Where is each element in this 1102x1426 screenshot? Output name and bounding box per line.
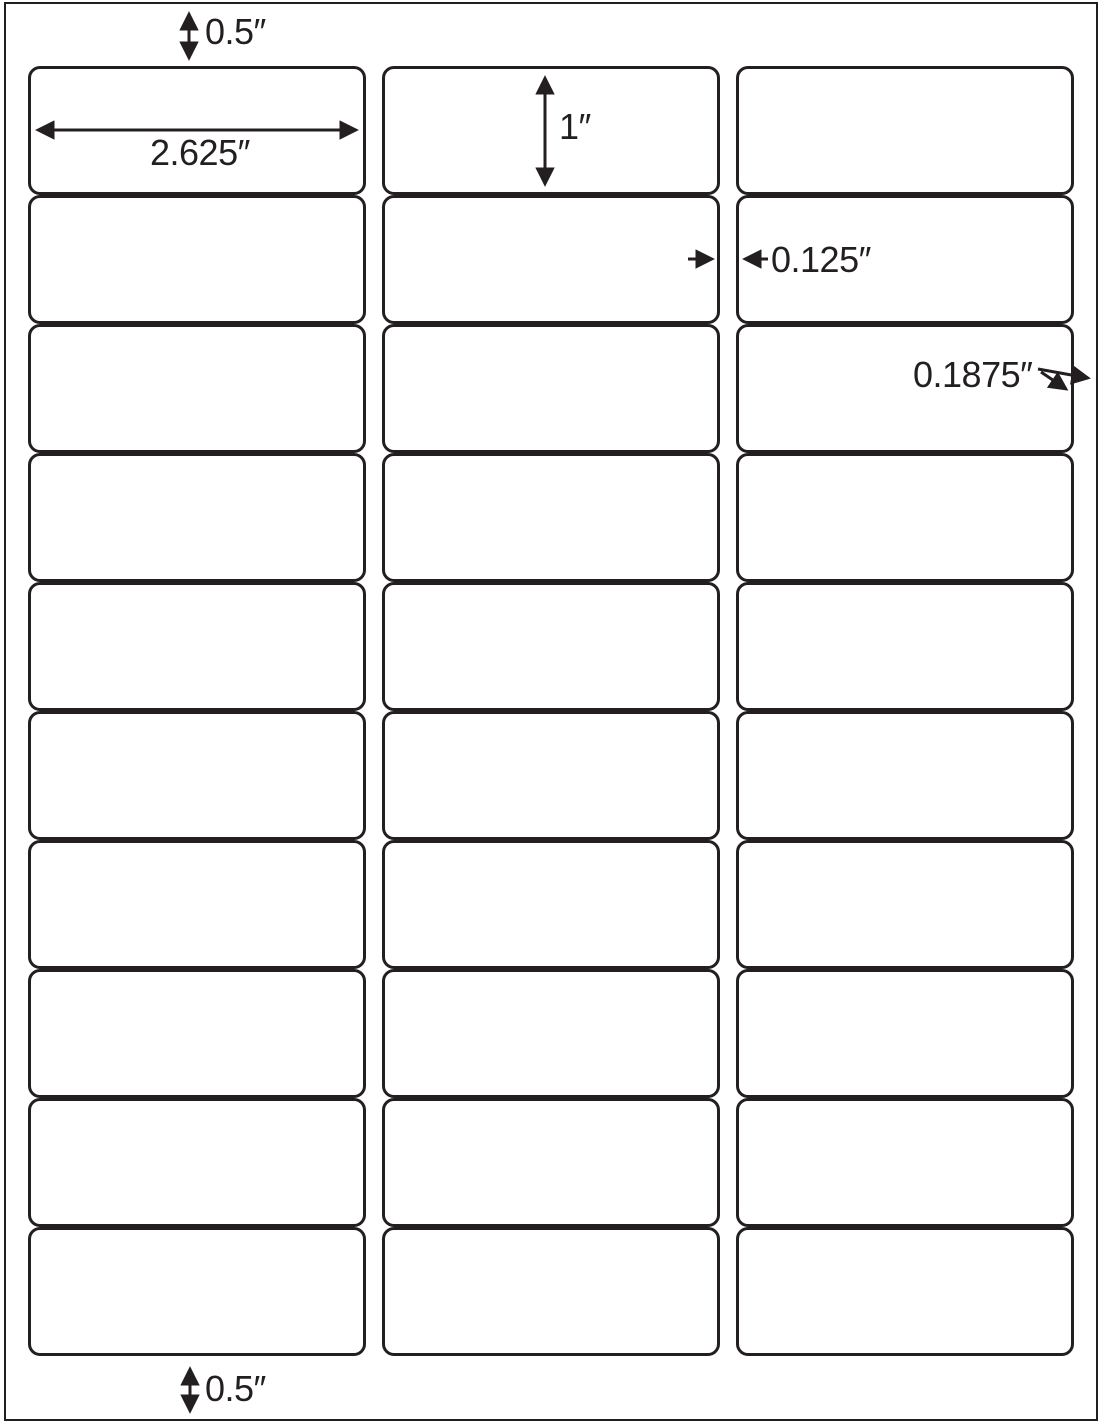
label-cell (382, 711, 720, 840)
label-cell (28, 1098, 366, 1227)
label-cell (736, 453, 1074, 582)
column-gap-dimension: 0.125″ (771, 239, 871, 280)
label-cell (736, 969, 1074, 1098)
label-cell (28, 840, 366, 969)
label-height-dimension: 1″ (559, 106, 591, 147)
label-cell (382, 66, 720, 195)
label-cell (736, 840, 1074, 969)
label-cell (28, 66, 366, 195)
label-cell (382, 1098, 720, 1227)
label-cell (28, 324, 366, 453)
label-cell (736, 66, 1074, 195)
label-cell (28, 711, 366, 840)
top-margin-dimension: 0.5″ (205, 11, 266, 52)
label-cell (736, 1098, 1074, 1227)
label-cell (736, 1227, 1074, 1356)
label-cell (28, 195, 366, 324)
label-cell (28, 969, 366, 1098)
label-width-dimension: 2.625″ (150, 132, 250, 173)
label-cell (736, 582, 1074, 711)
bottom-margin-dimension: 0.5″ (205, 1368, 266, 1409)
label-cell (382, 969, 720, 1098)
label-cell (28, 1227, 366, 1356)
label-cell (28, 582, 366, 711)
label-cell (382, 582, 720, 711)
label-cell (28, 453, 366, 582)
side-margin-dimension: 0.1875″ (913, 354, 1033, 395)
label-cell (382, 324, 720, 453)
label-cell (382, 195, 720, 324)
label-cell (382, 840, 720, 969)
label-cell (382, 453, 720, 582)
label-cell (736, 711, 1074, 840)
label-cell (382, 1227, 720, 1356)
